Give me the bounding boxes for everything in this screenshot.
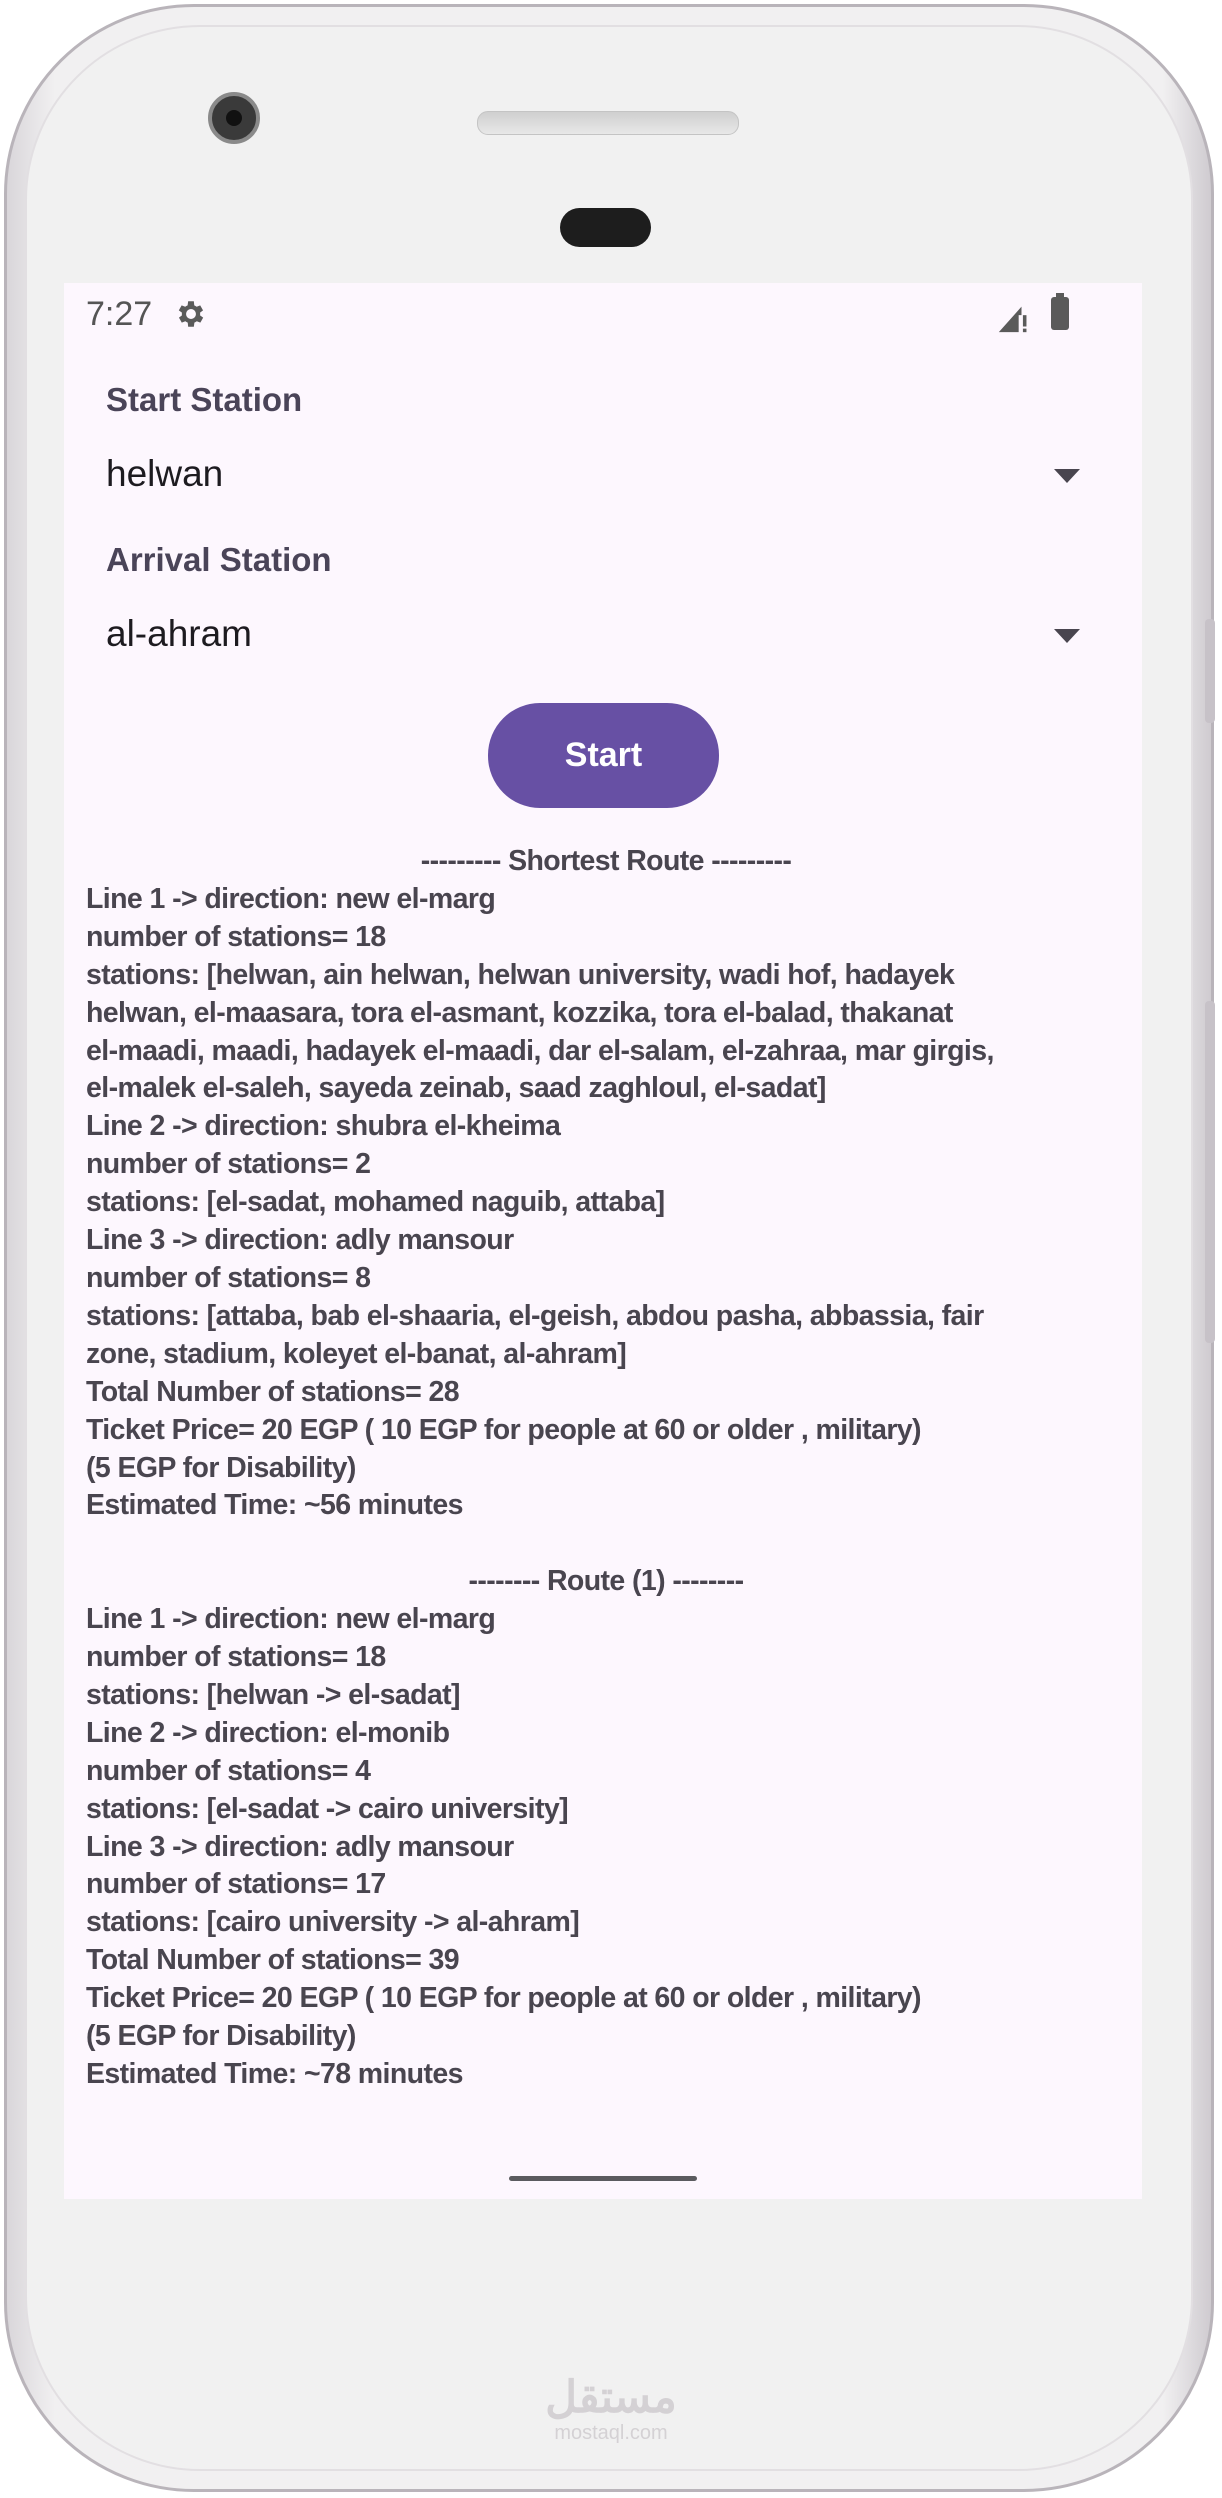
- arrival-station-label: Arrival Station: [106, 541, 332, 578]
- route-line: helwan, el-maasara, tora el-asmant, kozzika, tora el-balad, thakanat: [86, 996, 953, 1029]
- route-line: (5 EGP for Disability): [86, 2020, 356, 2053]
- route-1-lines: [86, 1601, 1126, 2094]
- route-line: Line 3 -> direction: adly mansour: [86, 1830, 514, 1863]
- start-station-label: Start Station: [106, 381, 303, 418]
- route-line: number of stations= 18: [86, 920, 386, 953]
- dropdown-arrow-icon: [1054, 629, 1080, 643]
- shortest-route-lines: [86, 881, 1126, 1525]
- route-1-header: -------- Route (1) --------: [468, 1565, 744, 1598]
- start-station-dropdown[interactable]: [106, 447, 1106, 507]
- route-line: zone, stadium, koleyet el-banat, al-ahram]: [86, 1337, 627, 1370]
- battery-icon: [1051, 297, 1069, 330]
- route-line: stations: [helwan, ain helwan, helwan university, wadi hof, hadayek: [86, 958, 955, 991]
- home-gesture-bar[interactable]: [509, 2176, 697, 2181]
- arrival-station-dropdown[interactable]: [106, 607, 1106, 667]
- route-line: Total Number of stations= 39: [86, 1944, 460, 1977]
- dropdown-arrow-icon: [1054, 469, 1080, 483]
- route-line: el-maadi, maadi, hadayek el-maadi, dar el-salam, el-zahraa, mar girgis,: [86, 1034, 994, 1067]
- route-line: stations: [el-sadat, mohamed naguib, attaba]: [86, 1186, 665, 1219]
- route-line: Line 1 -> direction: new el-marg: [86, 1603, 496, 1636]
- route-line: number of stations= 17: [86, 1868, 386, 1901]
- route-line: Ticket Price= 20 EGP ( 10 EGP for people at 60 or older , military): [86, 1982, 921, 2015]
- front-camera: [208, 92, 260, 144]
- shortest-route-header: --------- Shortest Route ---------: [420, 845, 792, 877]
- route-line: number of stations= 2: [86, 1148, 371, 1181]
- watermark-logo: مستقل: [545, 2373, 677, 2422]
- proximity-sensor: [560, 208, 651, 247]
- earpiece-speaker: [477, 111, 739, 135]
- route-results: [86, 843, 1126, 2094]
- power-button: [1205, 1001, 1215, 1343]
- route-line: (5 EGP for Disability): [86, 1451, 356, 1484]
- route-line: number of stations= 8: [86, 1261, 371, 1294]
- route-line: Estimated Time: ~78 minutes: [86, 2057, 463, 2090]
- route-line: number of stations= 4: [86, 1754, 371, 1787]
- app-screen: [64, 283, 1142, 2199]
- route-line: stations: [el-sadat -> cairo university]: [86, 1792, 569, 1825]
- route-line: stations: [cairo university -> al-ahram]: [86, 1906, 580, 1939]
- settings-gear-icon: [174, 297, 208, 331]
- start-station-value: helwan: [106, 453, 224, 494]
- route-line: number of stations= 18: [86, 1641, 386, 1674]
- watermark-url: mostaql.com: [554, 2422, 668, 2444]
- route-line: el-malek el-saleh, sayeda zeinab, saad zaghloul, el-sadat]: [86, 1072, 826, 1105]
- route-line: stations: [attaba, bab el-shaaria, el-geish, abdou pasha, abbassia, fair: [86, 1299, 984, 1332]
- route-line: Line 2 -> direction: shubra el-kheima: [86, 1110, 561, 1143]
- signal-alert-icon: [996, 301, 1030, 335]
- route-line: stations: [helwan -> el-sadat]: [86, 1678, 460, 1711]
- route-line: Ticket Price= 20 EGP ( 10 EGP for people at 60 or older , military): [86, 1413, 921, 1446]
- arrival-station-value: al-ahram: [106, 613, 252, 654]
- route-line: Estimated Time: ~56 minutes: [86, 1489, 463, 1522]
- route-line: Line 1 -> direction: new el-marg: [86, 882, 496, 915]
- route-line: Line 2 -> direction: el-monib: [86, 1716, 450, 1749]
- route-line: Total Number of stations= 28: [86, 1375, 460, 1408]
- status-time: 7:27: [86, 295, 153, 333]
- route-line: Line 3 -> direction: adly mansour: [86, 1224, 514, 1257]
- start-button[interactable]: Start: [488, 703, 719, 808]
- volume-button: [1205, 619, 1215, 723]
